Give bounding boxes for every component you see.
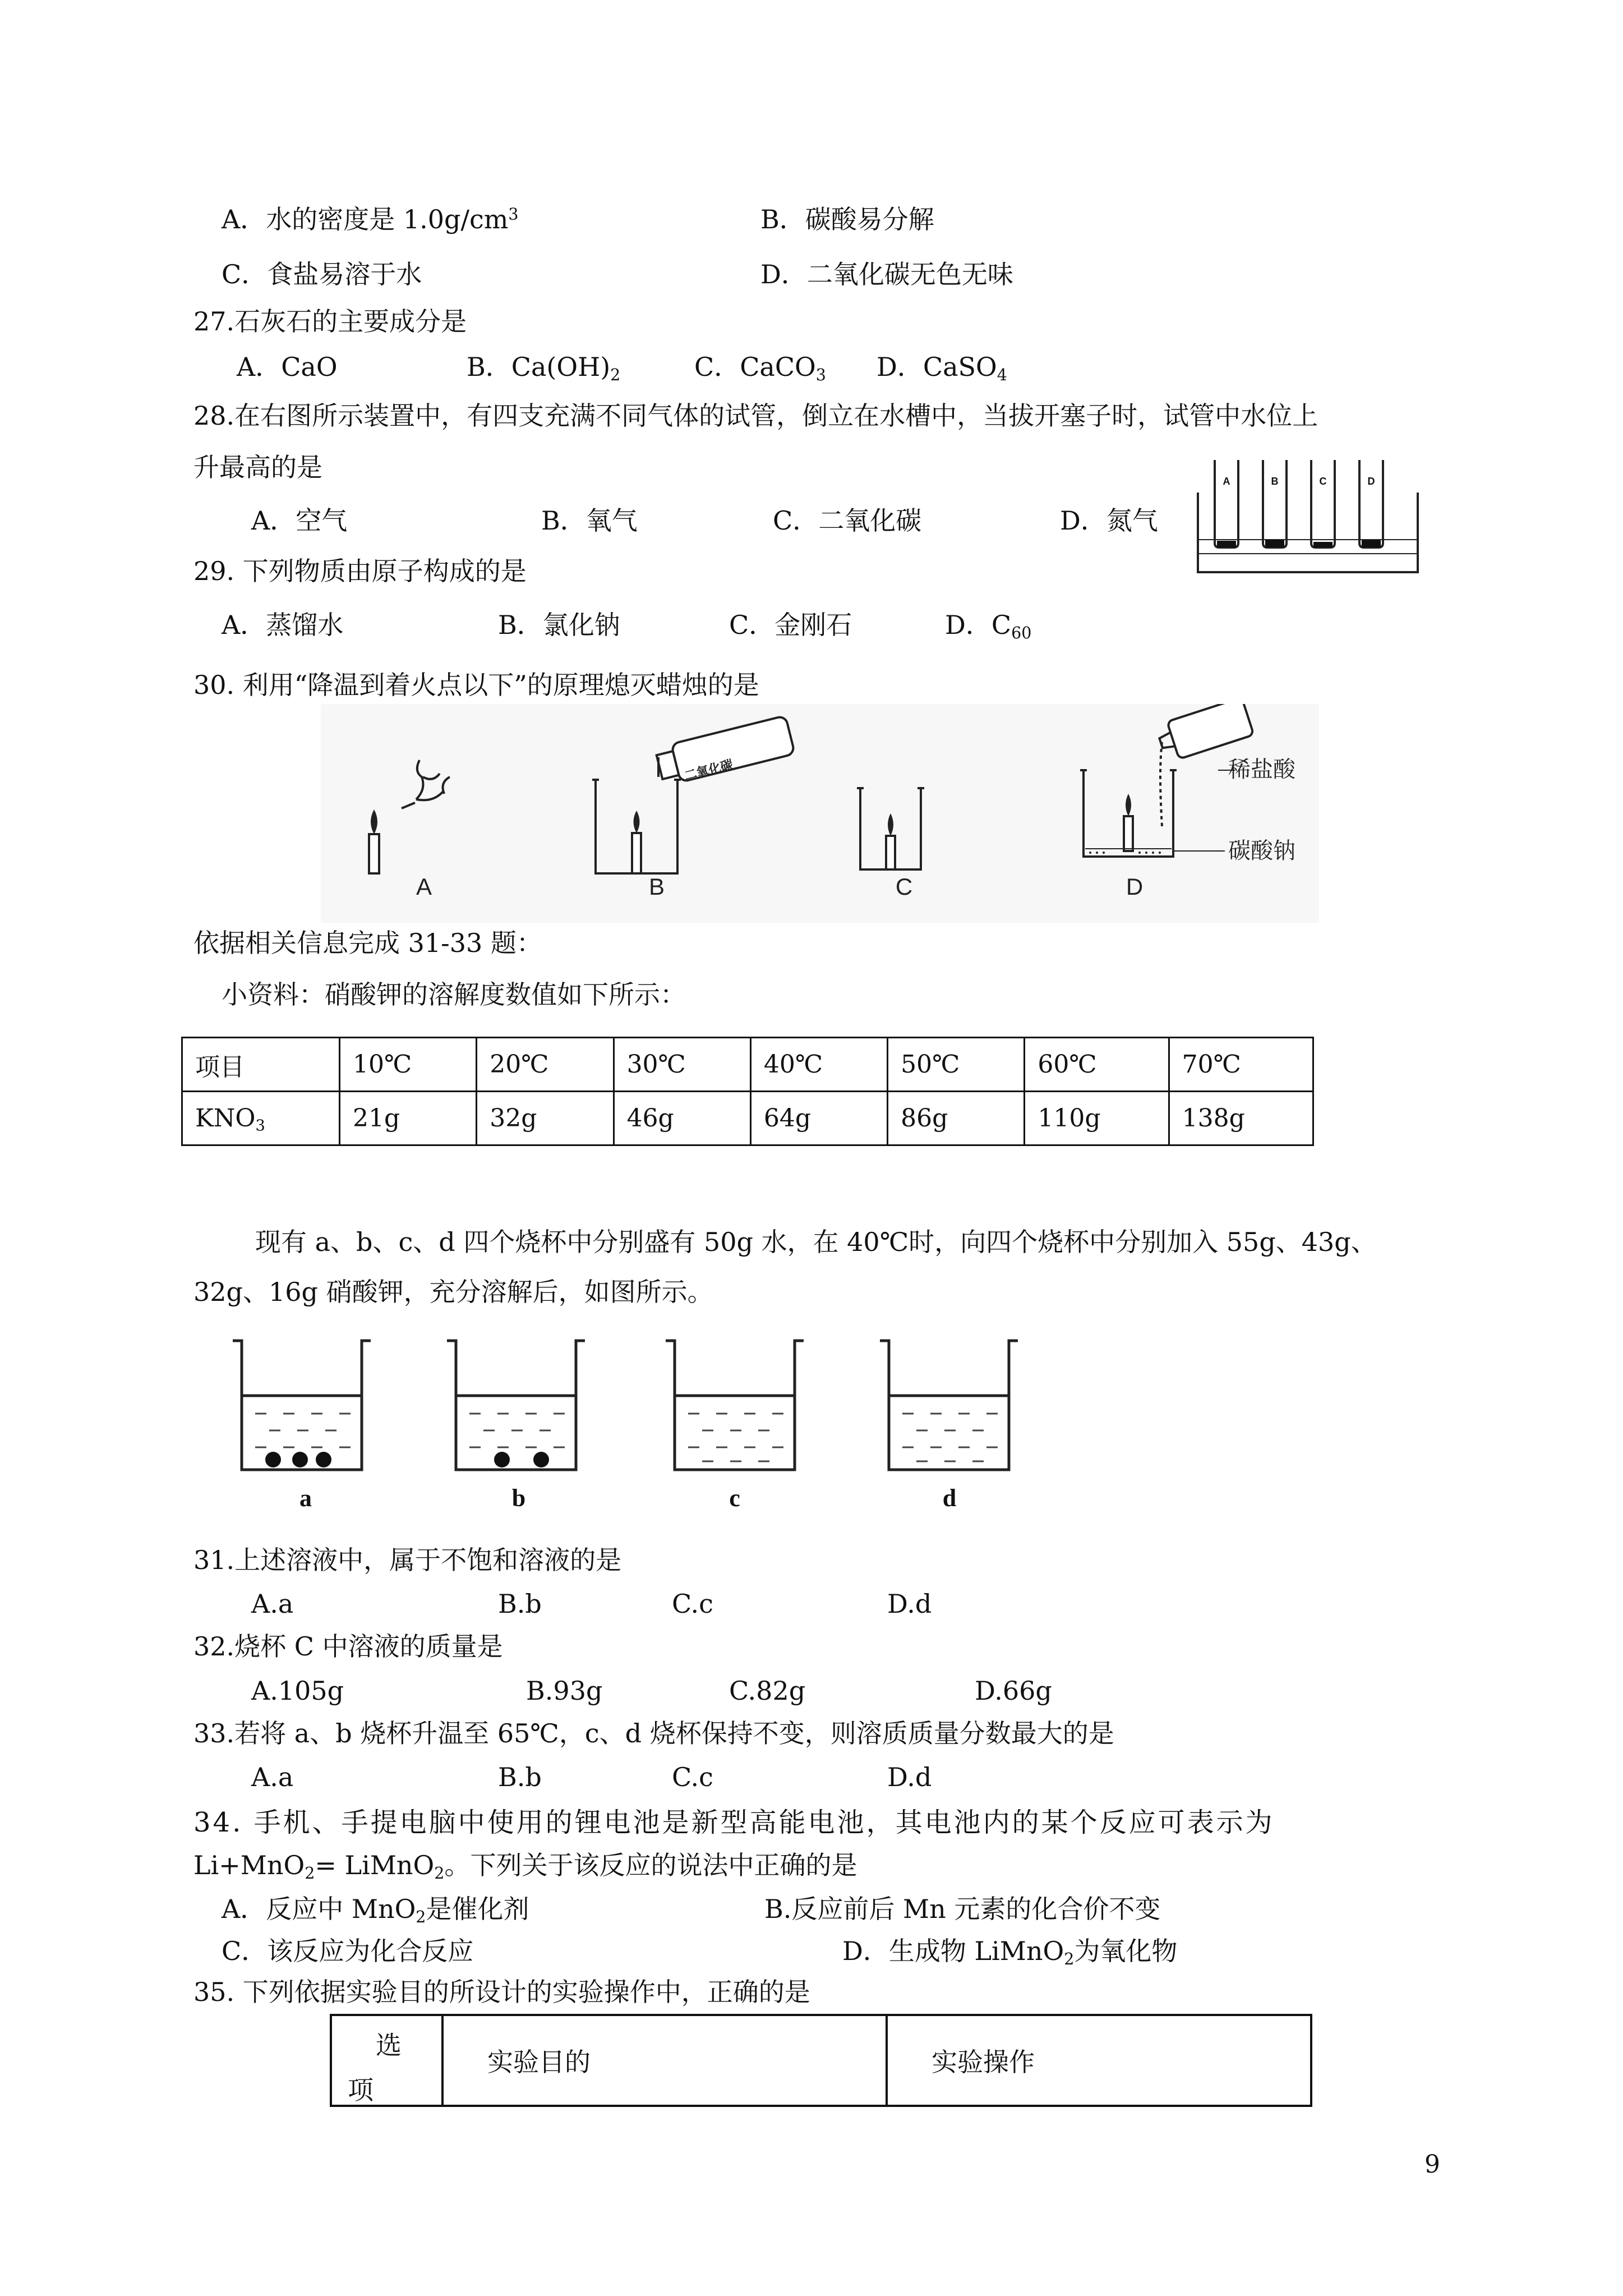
q29-option-c: C．金刚石 bbox=[729, 610, 852, 640]
table-cell: 64g bbox=[750, 1092, 887, 1145]
table-cell: 50℃ bbox=[888, 1038, 1025, 1092]
q26-option-a: A．水的密度是 $1.0g/cm^3$ bbox=[222, 204, 519, 234]
table-cell: 138g bbox=[1169, 1092, 1313, 1145]
table-cell-option: 选 项 bbox=[331, 2015, 442, 2106]
table-cell: 10℃ bbox=[340, 1038, 477, 1092]
beakers-diagram bbox=[227, 1335, 1046, 1520]
q28-test-tube-diagram bbox=[1193, 455, 1423, 578]
q27-stem: 27.石灰石的主要成分是 bbox=[193, 306, 467, 337]
q32-stem: 32.烧杯 C 中溶液的质量是 bbox=[193, 1631, 503, 1662]
table-cell: $KNO_3$ bbox=[182, 1092, 340, 1145]
tube-label-d: D bbox=[1367, 476, 1375, 487]
beaker-label-a: a bbox=[299, 1484, 312, 1512]
q29-option-d: D．$C_{60}$ bbox=[945, 610, 1032, 642]
q28-stem-line1: 28.在右图所示装置中，有四支充满不同气体的试管，倒立在水槽中，当拔开塞子时，试管中水位上 bbox=[193, 401, 1318, 431]
q29-option-b: B．氯化钠 bbox=[498, 610, 620, 640]
q35-stem: 35. 下列依据实验目的所设计的实验操作中，正确的是 bbox=[193, 1977, 810, 2007]
tube-label-a: A bbox=[1223, 476, 1230, 487]
q32-option-c: C.82g bbox=[729, 1676, 806, 1706]
table-cell-operation: 实验操作 bbox=[887, 2015, 1311, 2106]
q30-stem: 30. 利用“降温到着火点以下”的原理熄灭蜡烛的是 bbox=[193, 670, 759, 700]
scenario-line2: 32g、16g 硝酸钾，充分溶解后，如图所示。 bbox=[193, 1277, 713, 1307]
q29-option-a: A．蒸馏水 bbox=[222, 610, 344, 640]
table-header-row bbox=[331, 2015, 1311, 2106]
tube-label-c: C bbox=[1319, 476, 1327, 487]
q34-option-a: A．反应中 MnO$_2$是催化剂 bbox=[222, 1894, 529, 1926]
q33-option-d: D.d bbox=[887, 1762, 932, 1792]
q26-option-b: B．碳酸易分解 bbox=[760, 204, 934, 234]
table-row bbox=[182, 1092, 1313, 1145]
q26-option-c: C．食盐易溶于水 bbox=[222, 259, 422, 289]
q31-option-b: B.b bbox=[498, 1589, 542, 1619]
q34-equation-line: Li+MnO$_2$= LiMnO$_2$。下列关于该反应的说法中正确的是 bbox=[193, 1850, 857, 1883]
resource-note: 小资料：硝酸钾的溶解度数值如下所示： bbox=[222, 979, 686, 1010]
q33-option-a: A.a bbox=[251, 1762, 294, 1792]
q32-option-b: B.93g bbox=[526, 1676, 603, 1706]
scenario-line1: 现有 a、b、c、d 四个烧杯中分别盛有 50g 水，在 40℃时，向四个烧杯中分别加入 55g、43g、 bbox=[255, 1227, 1377, 1257]
solubility-table bbox=[181, 1037, 1314, 1146]
q29-stem: 29. 下列物质由原子构成的是 bbox=[193, 556, 527, 586]
beaker-label-d: d bbox=[942, 1484, 957, 1512]
experiment-table bbox=[330, 2014, 1312, 2107]
q34-option-c: C．该反应为化合反应 bbox=[222, 1936, 474, 1966]
candle-label-c: C bbox=[895, 873, 913, 900]
table-cell-purpose: 实验目的 bbox=[442, 2015, 887, 2106]
q28-option-d: D．氮气 bbox=[1060, 505, 1158, 536]
candle-label-d: D bbox=[1126, 873, 1144, 900]
table-cell: 70℃ bbox=[1169, 1038, 1313, 1092]
q27-option-c: C．CaCO$_3$ bbox=[694, 352, 826, 384]
q30-candle-diagram bbox=[321, 704, 1319, 923]
q28-option-c: C．二氧化碳 bbox=[773, 505, 922, 536]
beaker-label-c: c bbox=[729, 1484, 740, 1512]
table-cell: 30℃ bbox=[614, 1038, 750, 1092]
q28-option-b: B．氧气 bbox=[541, 505, 638, 536]
table-header-row bbox=[182, 1038, 1313, 1092]
table-cell: 40℃ bbox=[750, 1038, 887, 1092]
q28-option-a: A．空气 bbox=[251, 505, 348, 536]
q31-option-d: D.d bbox=[887, 1589, 932, 1619]
table-cell: 项目 bbox=[182, 1038, 340, 1092]
q34-stem-line1: 34. 手机、手提电脑中使用的锂电池是新型高能电池，其电池内的某个反应可表示为 bbox=[193, 1807, 1275, 1838]
q31-stem: 31.上述溶液中，属于不饱和溶液的是 bbox=[193, 1545, 622, 1575]
q27-option-a: A．CaO bbox=[237, 352, 338, 382]
q32-option-a: A.105g bbox=[251, 1676, 344, 1706]
table-cell: 110g bbox=[1025, 1092, 1169, 1145]
page-number: 9 bbox=[1424, 2150, 1440, 2179]
sodium-carbonate-label: 碳酸钠 bbox=[1228, 839, 1295, 863]
q28-stem-line2: 升最高的是 bbox=[193, 452, 322, 482]
dilute-hcl-label: 稀盐酸 bbox=[1228, 757, 1295, 782]
q26-option-d: D．二氧化碳无色无味 bbox=[760, 259, 1013, 289]
q34-option-b: B.反应前后 Mn 元素的化合价不变 bbox=[764, 1894, 1161, 1924]
candle-label-a: A bbox=[416, 873, 432, 900]
beaker-label-b: b bbox=[511, 1484, 526, 1512]
q31-option-c: C.c bbox=[672, 1589, 713, 1619]
q33-stem: 33.若将 a、b 烧杯升温至 65℃，c、d 烧杯保持不变，则溶质质量分数最大的是 bbox=[193, 1718, 1114, 1749]
q31-option-a: A.a bbox=[251, 1589, 294, 1619]
table-cell: 60℃ bbox=[1025, 1038, 1169, 1092]
tube-label-b: B bbox=[1271, 476, 1279, 487]
candle-label-b: B bbox=[648, 873, 665, 900]
q33-option-c: C.c bbox=[672, 1762, 713, 1792]
table-cell: 86g bbox=[888, 1092, 1025, 1145]
section-intro: 依据相关信息完成 31-33 题： bbox=[193, 928, 542, 958]
q33-option-b: B.b bbox=[498, 1762, 542, 1792]
q34-option-d: D．生成物 LiMnO$_2$为氧化物 bbox=[842, 1936, 1178, 1968]
co2-bottle-label: 二氧化碳 bbox=[683, 757, 735, 783]
table-cell: 32g bbox=[477, 1092, 614, 1145]
table-cell: 20℃ bbox=[477, 1038, 614, 1092]
table-cell: 21g bbox=[340, 1092, 477, 1145]
q27-option-d: D．CaSO$_4$ bbox=[877, 352, 1007, 384]
q32-option-d: D.66g bbox=[975, 1676, 1052, 1706]
table-cell: 46g bbox=[614, 1092, 750, 1145]
q27-option-b: B．$Ca(OH)_2$ bbox=[467, 352, 621, 384]
